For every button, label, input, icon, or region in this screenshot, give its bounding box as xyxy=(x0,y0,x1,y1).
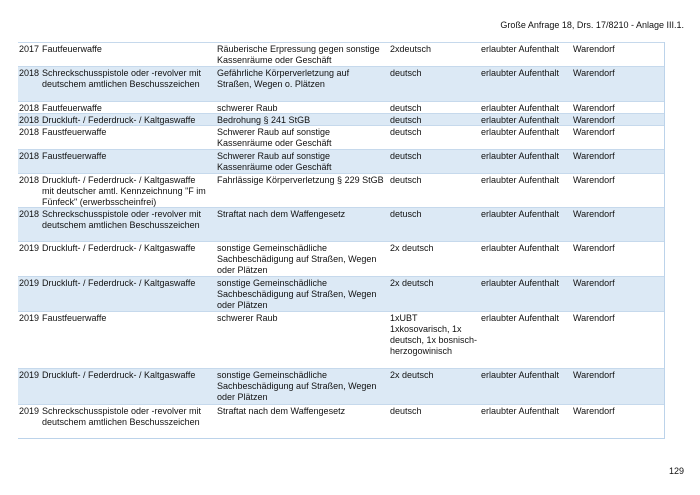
weapon-cell: Druckluft- / Federdruck- / Kaltgaswaffe xyxy=(42,278,196,288)
district-cell: Warendorf xyxy=(573,127,615,137)
district-cell: Warendorf xyxy=(573,243,615,253)
offense-cell: Gefährliche Körperverletzung auf Straßen, Wegen o. Plätzen xyxy=(217,68,350,89)
year-cell: 2018 xyxy=(19,115,40,125)
year-cell: 2018 xyxy=(19,151,40,161)
district-cell: Warendorf xyxy=(573,278,615,288)
year-cell: 2018 xyxy=(19,209,40,219)
offense-cell: Straftat nach dem Waffengesetz xyxy=(217,406,346,416)
nationality-cell: 2xdeutsch xyxy=(390,44,432,54)
year-cell: 2018 xyxy=(19,68,40,78)
year-cell: 2019 xyxy=(19,278,40,288)
offense-cell: Fahrlässige Körperverletzung § 229 StGB xyxy=(217,175,384,185)
table-row xyxy=(18,368,664,404)
year-cell: 2018 xyxy=(19,103,40,113)
year-cell: 2017 xyxy=(19,44,40,54)
table-row xyxy=(18,149,664,173)
district-cell: Warendorf xyxy=(573,406,615,416)
residence-status-cell: erlaubter Aufenthalt xyxy=(481,127,560,137)
offense-cell: Straftat nach dem Waffengesetz xyxy=(217,209,346,219)
residence-status-cell: erlaubter Aufenthalt xyxy=(481,209,560,219)
nationality-cell: 1xUBT 1xkosovarisch, 1x deutsch, 1x bosnisch- herzogowinisch xyxy=(390,313,478,356)
offense-cell: schwerer Raub xyxy=(217,313,278,323)
weapon-cell: Faustfeuerwaffe xyxy=(42,151,107,161)
residence-status-cell: erlaubter Aufenthalt xyxy=(481,151,560,161)
offense-cell: Schwerer Raub auf sonstige Kassenräume oder Geschäft xyxy=(217,151,332,172)
district-cell: Warendorf xyxy=(573,175,615,185)
table-row xyxy=(18,113,664,125)
weapon-cell: Fautfeuerwaffe xyxy=(42,103,102,113)
nationality-cell: deutsch xyxy=(390,68,422,78)
year-cell: 2018 xyxy=(19,127,40,137)
district-cell: Warendorf xyxy=(573,103,615,113)
residence-status-cell: erlaubter Aufenthalt xyxy=(481,68,560,78)
offense-cell: sonstige Gemeinschädliche Sachbeschädigung auf Straßen, Wegen oder Plätzen xyxy=(217,243,377,275)
nationality-cell: deutsch xyxy=(390,127,422,137)
residence-status-cell: erlaubter Aufenthalt xyxy=(481,278,560,288)
weapon-cell: Druckluft- / Federdruck- / Kaltgaswaffe xyxy=(42,370,196,380)
table-row xyxy=(18,241,664,276)
residence-status-cell: erlaubter Aufenthalt xyxy=(481,406,560,416)
nationality-cell: 2x deutsch xyxy=(390,278,434,288)
district-cell: Warendorf xyxy=(573,44,615,54)
page-number: 129 xyxy=(668,466,684,476)
nationality-cell: deutsch xyxy=(390,103,422,113)
weapon-cell: Druckluft- / Federdruck- / Kaltgaswaffe xyxy=(42,115,196,125)
offense-cell: Schwerer Raub auf sonstige Kassenräume oder Geschäft xyxy=(217,127,332,148)
district-cell: Warendorf xyxy=(573,370,615,380)
residence-status-cell: erlaubter Aufenthalt xyxy=(481,44,560,54)
table-row xyxy=(18,66,664,101)
weapon-cell: Faustfeuerwaffe xyxy=(42,313,107,323)
offense-cell: Bedrohung § 241 StGB xyxy=(217,115,311,125)
nationality-cell: deutsch xyxy=(390,406,422,416)
table-row xyxy=(18,404,664,438)
nationality-cell: deutsch xyxy=(390,115,422,125)
data-table xyxy=(18,42,665,439)
weapon-cell: Schreckschusspistole oder -revolver mit deutschem amtlichen Beschusszeichen xyxy=(42,68,202,89)
weapon-cell: Fautfeuerwaffe xyxy=(42,44,102,54)
table-row xyxy=(18,42,664,66)
residence-status-cell: erlaubter Aufenthalt xyxy=(481,370,560,380)
residence-status-cell: erlaubter Aufenthalt xyxy=(481,313,560,323)
offense-cell: Räuberische Erpressung gegen sonstige Kassenräume oder Geschäft xyxy=(217,44,380,65)
year-cell: 2019 xyxy=(19,406,40,416)
weapon-cell: Druckluft- / Federdruck- / Kaltgaswaffe xyxy=(42,243,196,253)
table-row xyxy=(18,173,664,207)
nationality-cell: 2x deutsch xyxy=(390,370,434,380)
district-cell: Warendorf xyxy=(573,209,615,219)
weapon-cell: Schreckschusspistole oder -revolver mit deutschem amtlichen Beschusszeichen xyxy=(42,209,202,230)
table-row xyxy=(18,207,664,241)
year-cell: 2018 xyxy=(19,175,40,185)
table-row xyxy=(18,276,664,311)
nationality-cell: 2x deutsch xyxy=(390,243,434,253)
weapon-cell: Druckluft- / Federdruck- / Kaltgaswaffe mit deutscher amtl. Kennzeichnung "F im Fünfeck" (erwerbsscheinfrei) xyxy=(42,175,206,207)
residence-status-cell: erlaubter Aufenthalt xyxy=(481,115,560,125)
table-row xyxy=(18,311,664,368)
district-cell: Warendorf xyxy=(573,151,615,161)
weapon-cell: Faustfeuerwaffe xyxy=(42,127,107,137)
nationality-cell: deutsch xyxy=(390,175,422,185)
district-cell: Warendorf xyxy=(573,115,615,125)
residence-status-cell: erlaubter Aufenthalt xyxy=(481,175,560,185)
year-cell: 2019 xyxy=(19,370,40,380)
offense-cell: sonstige Gemeinschädliche Sachbeschädigung auf Straßen, Wegen oder Plätzen xyxy=(217,278,377,310)
offense-cell: schwerer Raub xyxy=(217,103,278,113)
table-row xyxy=(18,125,664,149)
document-header: Große Anfrage 18, Drs. 17/8210 - Anlage III.1. xyxy=(500,20,684,30)
district-cell: Warendorf xyxy=(573,68,615,78)
nationality-cell: detusch xyxy=(390,209,422,219)
offense-cell: sonstige Gemeinschädliche Sachbeschädigung auf Straßen, Wegen oder Plätzen xyxy=(217,370,377,402)
residence-status-cell: erlaubter Aufenthalt xyxy=(481,103,560,113)
nationality-cell: deutsch xyxy=(390,151,422,161)
year-cell: 2019 xyxy=(19,243,40,253)
district-cell: Warendorf xyxy=(573,313,615,323)
table-row xyxy=(18,101,664,113)
residence-status-cell: erlaubter Aufenthalt xyxy=(481,243,560,253)
weapon-cell: Schreckschusspistole oder -revolver mit deutschem amtlichen Beschusszeichen xyxy=(42,406,202,427)
year-cell: 2019 xyxy=(19,313,40,323)
